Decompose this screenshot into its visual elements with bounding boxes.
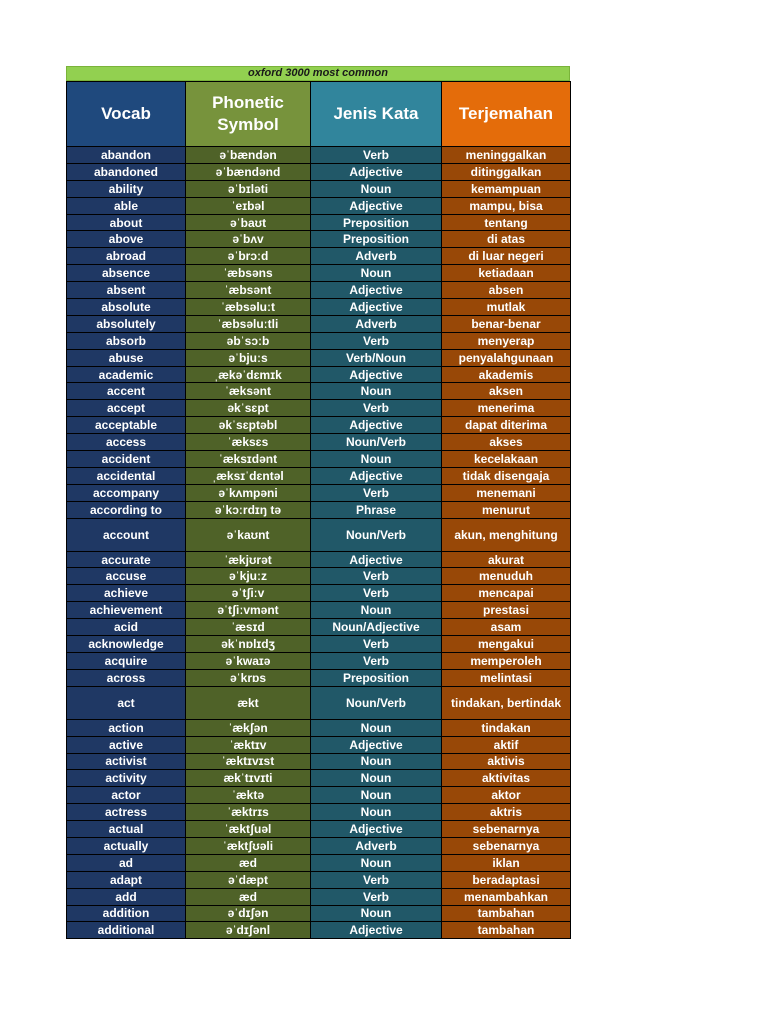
cell-vocab: accurate <box>67 551 186 568</box>
cell-terjemahan: mampu, bisa <box>442 197 571 214</box>
cell-vocab: able <box>67 197 186 214</box>
cell-phonetic: əˈkjuːz <box>186 568 311 585</box>
cell-jenis-kata: Adjective <box>311 467 442 484</box>
cell-jenis-kata: Noun <box>311 787 442 804</box>
cell-vocab: accidental <box>67 467 186 484</box>
cell-terjemahan: beradaptasi <box>442 871 571 888</box>
cell-terjemahan: menerima <box>442 400 571 417</box>
table-row <box>67 231 571 248</box>
cell-phonetic: əˈbrɔːd <box>186 248 311 265</box>
cell-vocab: act <box>67 686 186 719</box>
cell-phonetic: əˈkɔːrdɪŋ tə <box>186 501 311 518</box>
cell-vocab: add <box>67 888 186 905</box>
vocab-sheet <box>66 66 570 939</box>
cell-jenis-kata: Adjective <box>311 197 442 214</box>
cell-vocab: absolute <box>67 299 186 316</box>
cell-jenis-kata: Adjective <box>311 922 442 939</box>
cell-phonetic: ˈeɪbəl <box>186 197 311 214</box>
cell-terjemahan: mengakui <box>442 636 571 653</box>
cell-terjemahan: aksen <box>442 383 571 400</box>
cell-vocab: above <box>67 231 186 248</box>
table-row <box>67 383 571 400</box>
table-row <box>67 669 571 686</box>
header-vocab: Vocab <box>67 82 186 147</box>
cell-jenis-kata: Verb <box>311 636 442 653</box>
cell-jenis-kata: Noun <box>311 265 442 282</box>
cell-jenis-kata: Verb <box>311 888 442 905</box>
cell-jenis-kata: Adverb <box>311 248 442 265</box>
cell-jenis-kata: Noun <box>311 854 442 871</box>
cell-terjemahan: menambahkan <box>442 888 571 905</box>
cell-vocab: active <box>67 736 186 753</box>
cell-vocab: acceptable <box>67 417 186 434</box>
cell-jenis-kata: Adverb <box>311 837 442 854</box>
cell-jenis-kata: Noun/Verb <box>311 686 442 719</box>
cell-jenis-kata: Adverb <box>311 315 442 332</box>
cell-terjemahan: aktor <box>442 787 571 804</box>
table-row <box>67 501 571 518</box>
table-row <box>67 214 571 231</box>
cell-phonetic: ˈæktɪvɪst <box>186 753 311 770</box>
table-row <box>67 265 571 282</box>
table-row <box>67 349 571 366</box>
cell-phonetic: ˈæbsəns <box>186 265 311 282</box>
cell-vocab: abuse <box>67 349 186 366</box>
cell-terjemahan: tentang <box>442 214 571 231</box>
header-jenis-kata: Jenis Kata <box>311 82 442 147</box>
cell-phonetic: əˈbɪləti <box>186 180 311 197</box>
cell-terjemahan: memperoleh <box>442 652 571 669</box>
cell-terjemahan: menuduh <box>442 568 571 585</box>
cell-terjemahan: kecelakaan <box>442 451 571 468</box>
cell-terjemahan: benar-benar <box>442 315 571 332</box>
cell-phonetic: ˈæktrɪs <box>186 804 311 821</box>
cell-phonetic: əˈdɪʃən <box>186 905 311 922</box>
sheet-title-banner: oxford 3000 most common <box>66 66 570 81</box>
cell-terjemahan: menemani <box>442 484 571 501</box>
cell-terjemahan: asam <box>442 619 571 636</box>
cell-phonetic: æd <box>186 854 311 871</box>
cell-terjemahan: prestasi <box>442 602 571 619</box>
cell-jenis-kata: Verb <box>311 484 442 501</box>
cell-vocab: achieve <box>67 585 186 602</box>
cell-phonetic: ˈæksɛs <box>186 434 311 451</box>
table-row <box>67 787 571 804</box>
cell-phonetic: ˈæktɪv <box>186 736 311 753</box>
header-terjemahan: Terjemahan <box>442 82 571 147</box>
table-row <box>67 736 571 753</box>
table-row <box>67 299 571 316</box>
table-row <box>67 467 571 484</box>
table-row <box>67 585 571 602</box>
cell-jenis-kata: Verb <box>311 400 442 417</box>
cell-phonetic: əkˈnɒlɪdʒ <box>186 636 311 653</box>
cell-vocab: accent <box>67 383 186 400</box>
cell-jenis-kata: Noun/Verb <box>311 518 442 551</box>
cell-vocab: addition <box>67 905 186 922</box>
table-row <box>67 636 571 653</box>
cell-vocab: achievement <box>67 602 186 619</box>
cell-phonetic: ˈæbsənt <box>186 282 311 299</box>
cell-phonetic: əˈdæpt <box>186 871 311 888</box>
cell-vocab: action <box>67 719 186 736</box>
cell-phonetic: ˈækʃən <box>186 719 311 736</box>
table-row <box>67 804 571 821</box>
cell-terjemahan: di atas <box>442 231 571 248</box>
cell-jenis-kata: Noun <box>311 905 442 922</box>
cell-vocab: absence <box>67 265 186 282</box>
cell-vocab: abroad <box>67 248 186 265</box>
cell-phonetic: ˈæsɪd <box>186 619 311 636</box>
cell-phonetic: əˈkʌmpəni <box>186 484 311 501</box>
cell-phonetic: ˈæbsəluːt <box>186 299 311 316</box>
cell-terjemahan: tambahan <box>442 905 571 922</box>
cell-vocab: across <box>67 669 186 686</box>
cell-jenis-kata: Adjective <box>311 736 442 753</box>
table-row <box>67 451 571 468</box>
header-phonetic-symbol: Phonetic Symbol <box>186 82 311 147</box>
table-row <box>67 652 571 669</box>
cell-vocab: abandon <box>67 147 186 164</box>
cell-terjemahan: di luar negeri <box>442 248 571 265</box>
cell-jenis-kata: Adjective <box>311 299 442 316</box>
table-row <box>67 888 571 905</box>
cell-vocab: acquire <box>67 652 186 669</box>
cell-terjemahan: ketiadaan <box>442 265 571 282</box>
cell-vocab: actor <box>67 787 186 804</box>
cell-terjemahan: aktris <box>442 804 571 821</box>
table-row <box>67 619 571 636</box>
cell-phonetic: əˈbændən <box>186 147 311 164</box>
cell-jenis-kata: Verb <box>311 652 442 669</box>
cell-terjemahan: akademis <box>442 366 571 383</box>
cell-jenis-kata: Phrase <box>311 501 442 518</box>
cell-terjemahan: ditinggalkan <box>442 163 571 180</box>
cell-phonetic: ˈæktʃʊəli <box>186 837 311 854</box>
cell-phonetic: æd <box>186 888 311 905</box>
table-row <box>67 854 571 871</box>
cell-phonetic: əˈbʌv <box>186 231 311 248</box>
cell-jenis-kata: Noun <box>311 451 442 468</box>
cell-jenis-kata: Noun <box>311 804 442 821</box>
cell-jenis-kata: Preposition <box>311 231 442 248</box>
cell-phonetic: əˈbaʊt <box>186 214 311 231</box>
cell-phonetic: əˈbændənd <box>186 163 311 180</box>
cell-jenis-kata: Preposition <box>311 669 442 686</box>
cell-vocab: ability <box>67 180 186 197</box>
table-row <box>67 180 571 197</box>
cell-jenis-kata: Adjective <box>311 366 442 383</box>
cell-jenis-kata: Verb <box>311 332 442 349</box>
cell-terjemahan: akses <box>442 434 571 451</box>
cell-terjemahan: aktivis <box>442 753 571 770</box>
table-row <box>67 484 571 501</box>
cell-phonetic: ækˈtɪvɪti <box>186 770 311 787</box>
cell-jenis-kata: Noun <box>311 383 442 400</box>
cell-vocab: ad <box>67 854 186 871</box>
table-row <box>67 400 571 417</box>
cell-jenis-kata: Verb <box>311 568 442 585</box>
cell-phonetic: əˈbjuːs <box>186 349 311 366</box>
cell-terjemahan: sebenarnya <box>442 821 571 838</box>
cell-vocab: according to <box>67 501 186 518</box>
cell-terjemahan: kemampuan <box>442 180 571 197</box>
cell-jenis-kata: Verb <box>311 585 442 602</box>
cell-terjemahan: sebenarnya <box>442 837 571 854</box>
cell-vocab: actress <box>67 804 186 821</box>
table-row <box>67 686 571 719</box>
table-row <box>67 922 571 939</box>
cell-vocab: acid <box>67 619 186 636</box>
cell-phonetic: əˈtʃiːv <box>186 585 311 602</box>
table-row <box>67 905 571 922</box>
cell-terjemahan: absen <box>442 282 571 299</box>
cell-terjemahan: akun, menghitung <box>442 518 571 551</box>
cell-terjemahan: tidak disengaja <box>442 467 571 484</box>
cell-phonetic: əkˈsɛpt <box>186 400 311 417</box>
table-row <box>67 518 571 551</box>
cell-phonetic: ˈækjʊrət <box>186 551 311 568</box>
cell-vocab: abandoned <box>67 163 186 180</box>
table-row <box>67 568 571 585</box>
cell-jenis-kata: Noun <box>311 719 442 736</box>
cell-jenis-kata: Adjective <box>311 282 442 299</box>
cell-vocab: account <box>67 518 186 551</box>
cell-vocab: academic <box>67 366 186 383</box>
cell-jenis-kata: Noun <box>311 753 442 770</box>
cell-phonetic: ˌækəˈdɛmɪk <box>186 366 311 383</box>
cell-jenis-kata: Adjective <box>311 821 442 838</box>
cell-vocab: actually <box>67 837 186 854</box>
header-row <box>67 82 571 147</box>
table-row <box>67 871 571 888</box>
cell-vocab: access <box>67 434 186 451</box>
cell-vocab: absent <box>67 282 186 299</box>
cell-vocab: activist <box>67 753 186 770</box>
cell-terjemahan: meninggalkan <box>442 147 571 164</box>
cell-terjemahan: tindakan, bertindak <box>442 686 571 719</box>
table-row <box>67 332 571 349</box>
cell-terjemahan: tindakan <box>442 719 571 736</box>
cell-jenis-kata: Noun/Verb <box>311 434 442 451</box>
table-row <box>67 434 571 451</box>
table-row <box>67 147 571 164</box>
cell-terjemahan: mutlak <box>442 299 571 316</box>
cell-phonetic: ˈæksɪdənt <box>186 451 311 468</box>
cell-terjemahan: iklan <box>442 854 571 871</box>
cell-phonetic: ˈæbsəluːtli <box>186 315 311 332</box>
cell-vocab: absorb <box>67 332 186 349</box>
cell-vocab: activity <box>67 770 186 787</box>
cell-vocab: adapt <box>67 871 186 888</box>
cell-vocab: accident <box>67 451 186 468</box>
cell-phonetic: əˈkwaɪə <box>186 652 311 669</box>
cell-jenis-kata: Preposition <box>311 214 442 231</box>
cell-phonetic: əkˈsɛptəbl <box>186 417 311 434</box>
table-row <box>67 163 571 180</box>
table-row <box>67 197 571 214</box>
cell-terjemahan: aktif <box>442 736 571 753</box>
cell-jenis-kata: Adjective <box>311 551 442 568</box>
table-row <box>67 315 571 332</box>
table-row <box>67 770 571 787</box>
cell-terjemahan: menyerap <box>442 332 571 349</box>
cell-vocab: about <box>67 214 186 231</box>
table-row <box>67 417 571 434</box>
cell-phonetic: əbˈsɔːb <box>186 332 311 349</box>
table-row <box>67 753 571 770</box>
cell-jenis-kata: Verb <box>311 147 442 164</box>
table-row <box>67 602 571 619</box>
cell-terjemahan: penyalahgunaan <box>442 349 571 366</box>
cell-jenis-kata: Noun/Adjective <box>311 619 442 636</box>
cell-vocab: actual <box>67 821 186 838</box>
table-row <box>67 366 571 383</box>
cell-terjemahan: menurut <box>442 501 571 518</box>
cell-vocab: additional <box>67 922 186 939</box>
cell-jenis-kata: Noun <box>311 602 442 619</box>
cell-terjemahan: tambahan <box>442 922 571 939</box>
cell-phonetic: ˌæksɪˈdɛntəl <box>186 467 311 484</box>
cell-phonetic: ˈæktə <box>186 787 311 804</box>
cell-phonetic: əˈdɪʃənl <box>186 922 311 939</box>
table-row <box>67 837 571 854</box>
table-row <box>67 551 571 568</box>
cell-terjemahan: akurat <box>442 551 571 568</box>
vocab-table <box>66 81 571 939</box>
cell-jenis-kata: Noun <box>311 770 442 787</box>
cell-vocab: accuse <box>67 568 186 585</box>
cell-vocab: absolutely <box>67 315 186 332</box>
cell-phonetic: ˈæktʃuəl <box>186 821 311 838</box>
cell-terjemahan: aktivitas <box>442 770 571 787</box>
cell-phonetic: əˈkrɒs <box>186 669 311 686</box>
cell-terjemahan: melintasi <box>442 669 571 686</box>
cell-phonetic: əˈkaʊnt <box>186 518 311 551</box>
cell-jenis-kata: Verb <box>311 871 442 888</box>
cell-vocab: accompany <box>67 484 186 501</box>
cell-phonetic: əˈtʃiːvmənt <box>186 602 311 619</box>
cell-jenis-kata: Verb/Noun <box>311 349 442 366</box>
vocab-table-body <box>67 147 571 939</box>
cell-jenis-kata: Adjective <box>311 417 442 434</box>
cell-terjemahan: mencapai <box>442 585 571 602</box>
cell-vocab: accept <box>67 400 186 417</box>
table-row <box>67 719 571 736</box>
table-row <box>67 821 571 838</box>
table-row <box>67 248 571 265</box>
cell-phonetic: ˈæksənt <box>186 383 311 400</box>
table-row <box>67 282 571 299</box>
cell-jenis-kata: Noun <box>311 180 442 197</box>
cell-terjemahan: dapat diterima <box>442 417 571 434</box>
cell-vocab: acknowledge <box>67 636 186 653</box>
cell-jenis-kata: Adjective <box>311 163 442 180</box>
cell-phonetic: ækt <box>186 686 311 719</box>
